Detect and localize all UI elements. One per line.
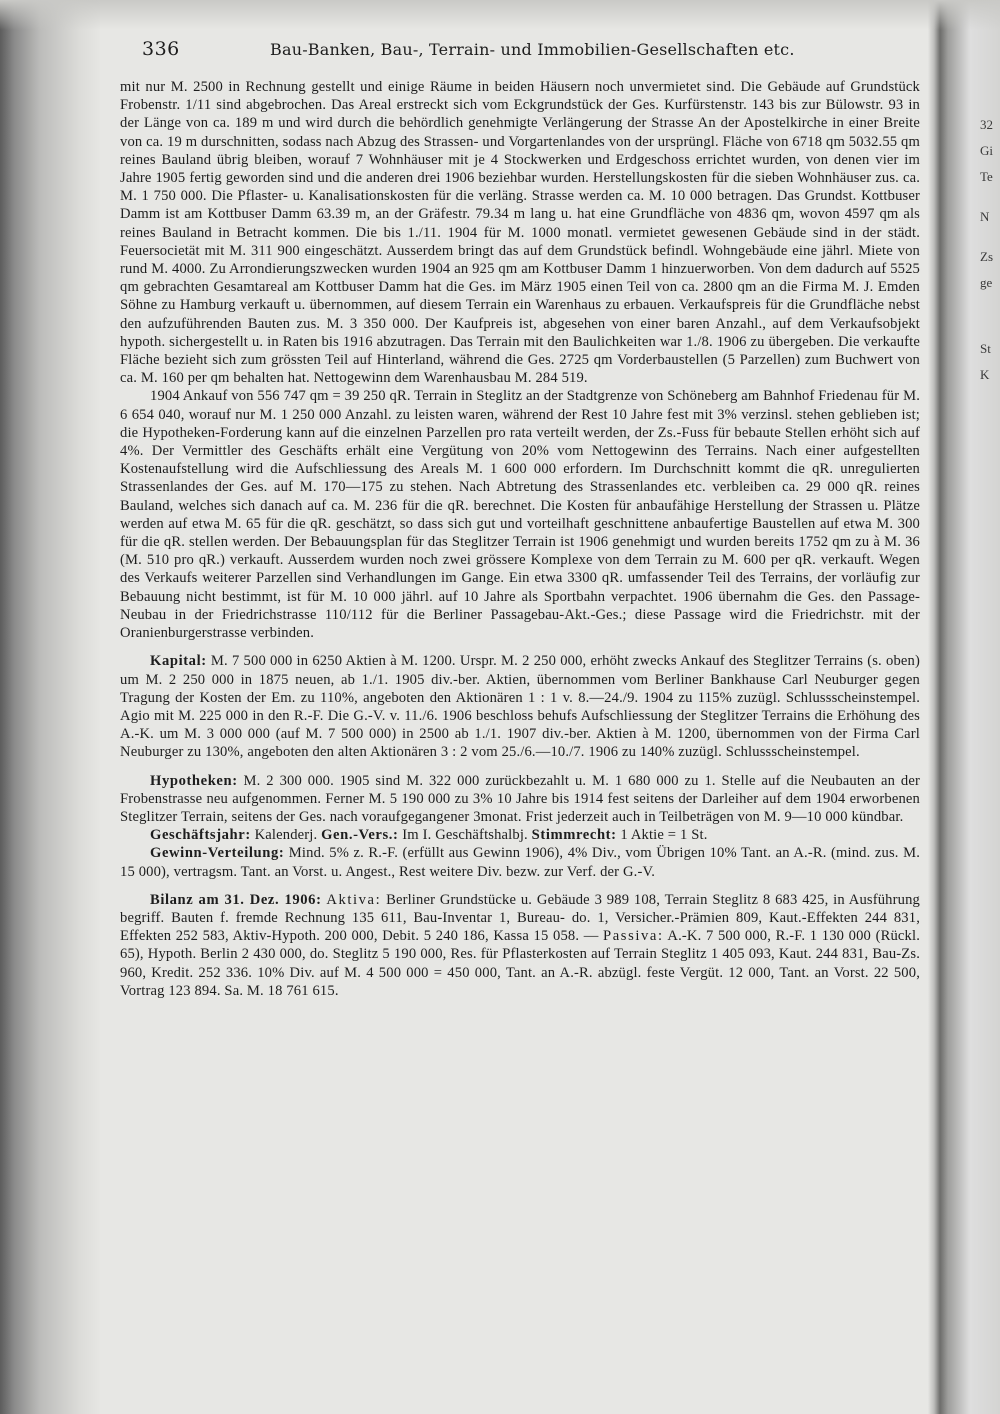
fragment: Te	[980, 169, 993, 184]
section-hypotheken	[120, 772, 920, 827]
aktiva-label: Aktiva:	[326, 891, 382, 908]
fragment: Zs	[980, 249, 993, 264]
binding-shadow-left	[0, 0, 100, 1414]
gewinn-text: Mind. 5% z. R.-F. (erfüllt aus Gewinn 1906), 4% Div., vom Übrigen 10% Tant. an A.-R. (mind. zus. M. 15 000), vertragsm. Tant. an Vorst. u. Angest., Rest weitere Div. bezw. zur Verf. der G.-V.	[120, 845, 920, 880]
fragment: K	[980, 367, 990, 382]
kapital-heading: Kapital:	[150, 653, 207, 670]
gen-vers-heading: Gen.-Vers.:	[321, 827, 399, 844]
section-kapital	[120, 652, 920, 761]
next-page-fragments	[980, 112, 1000, 388]
section-bilanz	[120, 891, 920, 1000]
stimmrecht-text: 1 Aktie = 1 St.	[616, 827, 708, 844]
document-page	[120, 34, 920, 1000]
running-head	[120, 34, 920, 66]
bilanz-heading: Bilanz am 31. Dez. 1906:	[150, 891, 322, 908]
fragment: ge	[980, 275, 993, 290]
hypotheken-text: M. 2 300 000. 1905 sind M. 322 000 zurückbezahlt u. M. 1 680 000 zu 1. Stelle auf die Neubauten an der Frobenstrasse neu aufgenommen. Ferner M. 5 190 000 zu 3% 10 Jahre bis 1914 fest seitens der Darleiher auf dem 1904 erworbenen Steglitzer Terrain, seitens der Ges. nach voraufgegangener 3monat. Frist jederzeit auch in Teilbeträgen von M. 9—10 000 kündbar.	[120, 772, 920, 825]
running-title: Bau-Banken, Bau-, Terrain- und Immobilien-Gesellschaften etc.	[270, 40, 795, 59]
passiva-text: A.-K. 7 500 000, R.-F. 1 130 000 (Rückl. 65), Hypoth. Berlin 2 430 000, do. Steglitz 5 190 000, Res. für Pflasterkosten auf Terrain Steglitz 1 405 093, Kaut. 244 831, Bau-Zs. 960, Kredit. 252 336. 10% Div. auf M. 4 500 000 = 450 000, Tant. an A.-R. abzügl. feste Vergüt. 12 000, Tant. an Vorst. 22 500, Vortrag 123 894. Sa. M. 18 761 615.	[120, 928, 920, 999]
page-number: 336	[142, 38, 180, 60]
fragment: 32	[980, 117, 993, 132]
stimmrecht-heading: Stimmrecht:	[531, 827, 617, 844]
section-gewinn-verteilung	[120, 844, 920, 880]
paragraph-steglitz: 1904 Ankauf von 556 747 qm = 39 250 qR. Terrain in Steglitz an der Stadtgrenze von Schöneberg am Bahnhof Friedenau für M. 6 654 040, worauf nur M. 1 250 000 Anzahl. zu leisten waren, während der Rest 10 Jahre fest mit 3% verzinsl. stehen geblieben ist; die Hypotheken-Forderung kann auf die einzelnen Parzellen pro rata verteilt werden, der Zs.-Fuss für bebaute Stellen erhöht sich auf 4%. Der Vermittler des Geschäfts erhält eine Vergütung von 20% vom Nettogewinn des Terrains. Nach einer aufgestellten Kostenaufstellung wird die Aufschliessung des Areals M. 1 600 000 erfordern. Im Durchschnitt kommt die qR. unregulierten Strassenlandes der Ges. auf M. 170—175 zu stehen. Nach Abtretung des Strassenlandes etc. verbleiben ca. 29 000 qR. reines Bauland, welches sich danach auf ca. M. 236 für die qR. berechnet. Die Kosten für anbaufähige Herstellung der Strassen u. Plätze werden auf etwa M. 65 für die qR. geschätzt, so dass sich gut und vorteilhaft geschnittene anbaufertige Baustellen auf etwa M. 300 für die qR. stellen werden. Der Bebauungsplan für das Steglitzer Terrain ist 1906 genehmigt und wurden bereits 1752 qm zu à M. 36 (M. 510 pro qR.) verkauft. Ausserdem wurden noch zwei grössere Komplexe von dem Terrain zu M. 600 per qR. verkauft. Wegen des Verkaufs weiterer Parzellen sind Verhandlungen im Gange. Ein etwa 3300 qR. umfassender Teil des Terrains, der vorläufig zur Bebauung nicht bestimmt, ist für M. 10 000 jährl. auf 10 Jahre als Sportbahn verpachtet. 1906 übernahm die Ges. den Passage-Neubau in der Friedrichstrasse 110/112 für die Berliner Passagebau-Akt.-Ges.; diese Passage wird die Friedrichstr. mit der Oranienburgerstrasse verbinden.	[120, 388, 920, 642]
paragraph-continued: mit nur M. 2500 in Rechnung gestellt und einige Räume in beiden Häusern noch unvermietet sind. Die Gebäude auf Grundstück Frobenstr. 1/11 sind abgebrochen. Das Areal erstreckt sich vom Eckgrundstück der Ges. Kurfürstenstr. 143 bis zur Bülowstr. 93 in der Länge von ca. 189 m und wird durch die behördlich genehmigte Verlängerung der Strasse An der Apostelkirche in einer Breite von ca. 19 m durschnitten, sodass nach Abzug des Strassen- und Vorgartenlandes von der ursprüngl. Fläche von 6718 qm 5032.55 qm reines Bauland übrig bleiben, worauf 7 Wohnhäuser mit je 4 Stockwerken und Erdgeschoss errichtet wurden, von denen vier im Jahre 1905 fertig geworden sind und die anderen drei 1906 beziehbar wurden. Herstellungskosten für die sieben Wohnhäuser zus. ca. M. 1 750 000. Die Pflaster- u. Kanalisationskosten für die verläng. Strasse werden ca. M. 10 000 betragen. Das Grundst. Kottbuser Damm ist am Kottbuser Damm 63.39 m, an der Gräfestr. 79.34 m lang u. hat eine Grundfläche von 4836 qm, wovon 4597 qm als reines Bauland in Betracht kommen. Die bis 1./11. 1904 für M. 1000 monatl. vermietet gewesenen Gebäude sind in der städt. Feuersocietät mit M. 311 900 eingeschätzt. Ausserdem bringt das auf dem Grundstück befindl. Wohngebäude eine jährl. Miete von rund M. 4000. Zu Arrondierungszwecken wurden 1904 an 925 qm am Kottbuser Damm 1 hinzuerworben. Von dem dadurch auf 5525 qm gebrachten Gesamtareal am Kottbuser Damm hat die Ges. im März 1905 einen Teil von ca. 2800 qm an die Firma M. J. Emden Söhne zu Hamburg verkauft u. übernommen, auf diesem Terrain ein Warenhaus zu erbauen. Verkaufspreis für die Grundfläche nebst den aufzuführenden Bauten zus. M. 3 350 000. Der Kaufpreis ist, abgesehen von einer baren Anzahl., auf dem Verkaufsobjekt hypoth. sichergestellt u. in Raten bis 1916 abzutragen. Das Terrain mit den Baulichkeiten war 1./8. 1906 zu übergeben. Die verkaufte Fläche bezieht sich zum grössten Teil auf Hinterland, während die Ges. 2725 qm Vorderbaustellen (5 Parzellen) zum Buchwert von ca. M. 160 per qm behalten hat. Nettogewinn dem Warenhausbau M. 284 519.	[120, 79, 920, 387]
fragment: N	[980, 209, 990, 224]
geschaeftsjahr-heading: Geschäftsjahr:	[150, 827, 251, 844]
fragment: St	[980, 341, 991, 356]
gen-vers-text: Im I. Geschäftshalbj.	[398, 827, 532, 844]
fragment: Gi	[980, 143, 993, 158]
next-page-edge	[928, 0, 1000, 1414]
passiva-label: Passiva:	[603, 928, 664, 945]
gewinn-heading: Gewinn-Verteilung:	[150, 845, 285, 862]
top-shadow	[0, 0, 1000, 30]
aktiva-text: Berliner Grundstücke u. Gebäude 3 989 108, Terrain Steglitz 8 683 425, in Ausführung begriff. Bauten f. fremde Rechnung 135 611, Bau-Inventar 1, Bureau- do. 1, Versicher.-Prämien 809, Kaut.-Effekten 244 831, Effekten 252 583, Aktiv-Hypoth. 200 000, Debit. 5 240 186, Kassa 15 058. —	[120, 891, 920, 945]
kapital-text: M. 7 500 000 in 6250 Aktien à M. 1200. Urspr. M. 2 250 000, erhöht zwecks Ankauf des Steglitzer Terrains (s. oben) um M. 2 250 000 in 1875 neuen, ab 1./1. 1905 div.-ber. Aktien, übernommen vom Berliner Bankhause Carl Neuburger gegen Tragung der Kosten der Em. zu 110%, angeboten den Aktionären 1 : 1 v. 8.—24./9. 1904 zu 115% zuzügl. Schlussscheinstempel. Agio mit M. 225 000 in den R.-F. Die G.-V. v. 11./6. 1906 beschloss behufs Aufschliessung der Steglitzer Terrains die Erhöhung des A.-K. um M. 3 000 000 (auf M. 7 500 000) in 2500 ab 1./1. 1907 div.-ber. Aktien à M. 1200, übernommen von der Firma Carl Neuburger zu 130%, angeboten den alten Aktionären 3 : 2 vom 25./6.—10./7. 1906 zu 140% zuzügl. Schlussscheinstempel.	[120, 653, 920, 761]
hypotheken-heading: Hypotheken:	[150, 772, 238, 789]
section-geschaeftsjahr	[120, 826, 920, 844]
body-text	[120, 78, 920, 1000]
geschaeftsjahr-text: Kalenderj.	[250, 827, 322, 844]
